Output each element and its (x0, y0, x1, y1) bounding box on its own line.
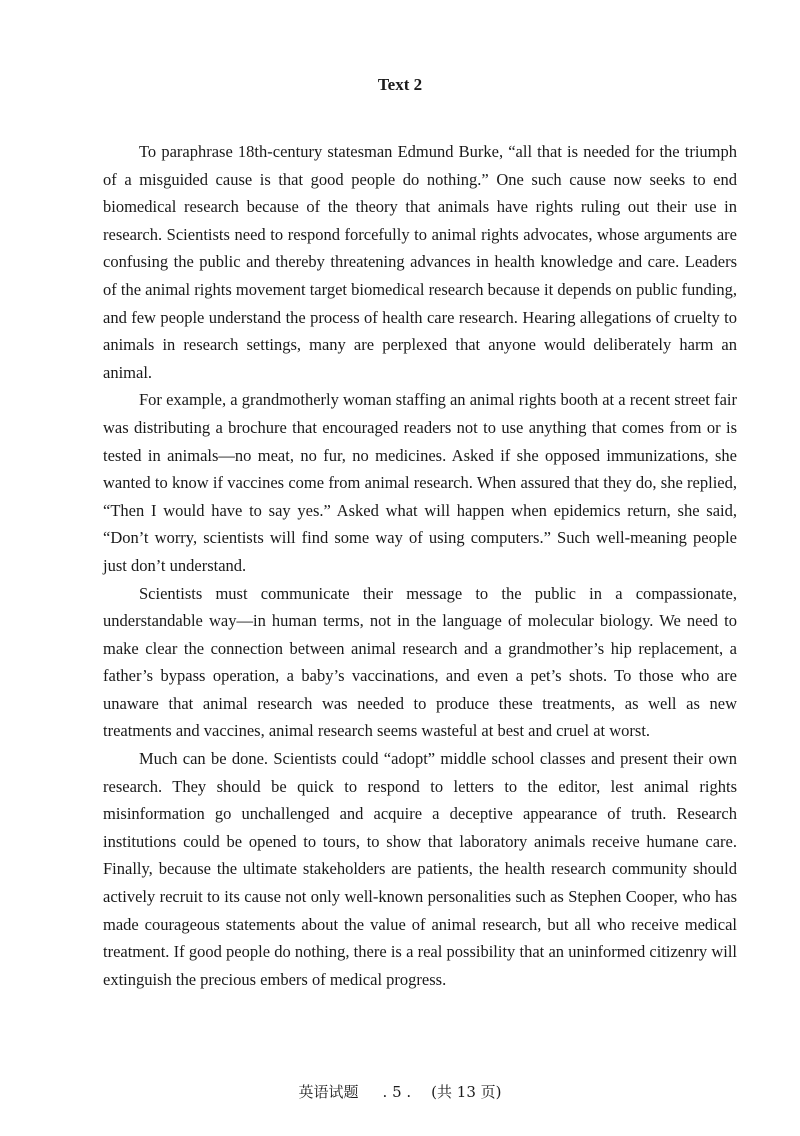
paragraph-1: To paraphrase 18th-century statesman Edmund Burke, “all that is needed for the triumph of a misguided cause is that good people do nothing.” One such cause now seeks to end biomedical research because of the theory that animals have rights ruling out their use in research. Scientists need to respond forcefully to animal rights advocates, whose arguments are confusing the public and thereby threatening advances in health knowledge and care. Leaders of the animal rights movement target biomedical research because it depends on public funding, and few people understand the process of health care research. Hearing allegations of cruelty to animals in research settings, many are perplexed that anyone would deliberately harm an animal. (103, 142, 737, 382)
footer-subject: 英语试题 (298, 1083, 359, 1101)
section-title: Text 2 (377, 75, 423, 94)
footer-total-pages: (共 13 页) (431, 1083, 502, 1101)
paragraph-3: Scientists must communicate their message to the public in a compassionate, understandable way—in human terms, not in the language of molecular biology. We need to make clear the connection between animal research and a grandmother’s hip replacement, a father’s bypass operation, a baby’s vaccinations, and even a pet’s shots. To those who are unaware that animal research was needed to produce these treatments, as well as new treatments and vaccines, animal research seems wasteful at best and cruel at worst. (103, 583, 737, 741)
article-body (103, 138, 737, 993)
paragraph-4: Much can be done. Scientists could “adopt” middle school classes and present their own research. They should be quick to respond to letters to the editor, lest animal rights misinformation go unchallenged and acquire a deceptive appearance of truth. Research institutions could be opened to tours, to show that laboratory animals receive humane care. Finally, because the ultimate stakeholders are patients, the health research community should actively recruit to its cause not only well-known personalities such as Stephen Cooper, who has made courageous statements about the value of animal research, but all who receive medical treatment. If good people do nothing, there is a real possibility that an uninformed citizenry will extinguish the precious embers of medical progress. (103, 749, 737, 989)
footer-page-number: . 5 . (382, 1083, 412, 1101)
page-footer (0, 1082, 800, 1102)
paragraph-2: For example, a grandmotherly woman staffing an animal rights booth at a recent street fair was distributing a brochure that encouraged readers not to use anything that comes from or is tested in animals—no meat, no fur, no medicines. Asked if she opposed immunizations, she wanted to know if vaccines come from animal research. When assured that they do, she replied, “Then I would have to say yes.” Asked what will happen when epidemics return, she said, “Don’t worry, scientists will find some way of using computers.” Such well-meaning people just don’t understand. (103, 390, 737, 575)
